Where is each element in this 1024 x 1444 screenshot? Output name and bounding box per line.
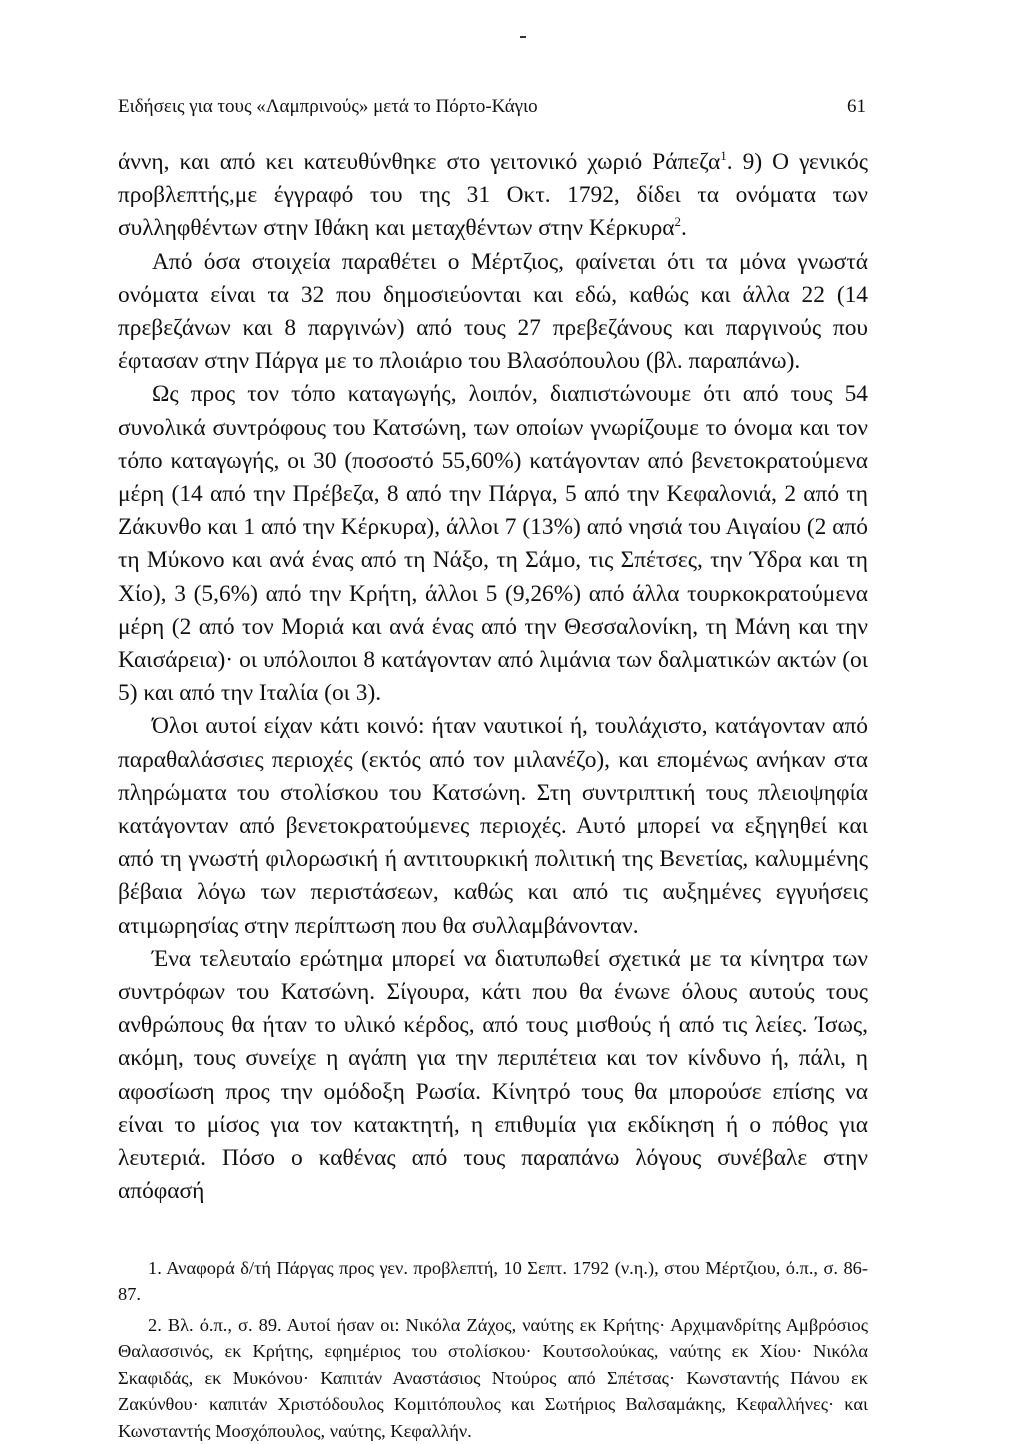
scan-mark — [520, 36, 526, 38]
running-title: Ειδήσεις για τους «Λαμπρινούς» μετά το Πόρτο-Κάγιο — [118, 96, 538, 118]
paragraph-5: Ένα τελευταίο ερώτημα μπορεί να διατυπωθεί σχετικά με τα κίνητρα των συντρόφων του Κατσώνη. Σίγουρα, κάτι που θα ένωνε όλους αυτούς τους ανθρώπους θα ήταν το υλικό κέρδος, από τους μισθούς ή από τις λείες. Ίσως, ακόμη, τους συνείχε η αγάπη για την περιπέτεια και τον κίνδυνο ή, πάλι, η αφοσίωση προς την ομόδοξη Ρωσία. Κίνητρό τους θα μπορούσε επίσης να είναι το μίσος για τον κατακτητή, η επιθυμία για εκδίκηση ή ο πόθος για λευτεριά. Πόσο ο καθένας από τους παραπάνω λόγους συνέβαλε στην απόφασή — [118, 943, 868, 1209]
paragraph-1-text: άννη, και από κει κατευθύνθηκε στο γειτονικό χωριό Ράπεζα — [118, 149, 720, 175]
page-number: 61 — [847, 96, 868, 118]
footnotes — [118, 1255, 868, 1444]
main-text — [118, 146, 868, 1209]
footnote-2: 2. Βλ. ό.π., σ. 89. Αυτοί ήσαν οι: Νικόλα Ζάχος, ναύτης εκ Κρήτης· Αρχιμανδρίτης Αμβρόσιος Θαλασσινός, εκ Κρήτης, εφημέριος του στολίσκου· Κουτσολούκας, ναύτης εκ Χίου· Νικόλα Σκαφιδάς, εκ Μυκόνου· Καπιτάν Αναστάσιος Ντούρος από Σπέτσας· Κωνσταντής Πάνου εκ Ζακύνθου· καπιτάν Χριστόδουλος Κομιτόπουλος και Σωτήριος Βαλσαμάκης, Κεφαλλήνες· και Κωνσταντής Μοσχόπουλος, ναύτης, Κεφαλλήν. — [118, 1312, 868, 1444]
footnote-1: 1. Αναφορά δ/τή Πάργας προς γεν. προβλεπτή, 10 Σεπτ. 1792 (ν.η.), στου Μέρτζιου, ό.π., σ. 86-87. — [118, 1255, 868, 1308]
paragraph-1 — [118, 146, 868, 246]
paragraph-1-text-3: . — [681, 215, 687, 241]
book-page — [118, 96, 868, 1444]
paragraph-2: Από όσα στοιχεία παραθέτει ο Μέρτζιος, φαίνεται ότι τα μόνα γνωστά ονόματα είναι τα 32 που δημοσιεύονται και εδώ, καθώς και άλλα 22 (14 πρεβεζάνων και 8 παργινών) από τους 27 πρεβεζάνους και παργινούς που έφτασαν στην Πάργα με το πλοιάριο του Βλασόπουλου (βλ. παραπάνω). — [118, 246, 868, 379]
footnote-ref-1: 1 — [720, 148, 727, 163]
footnote-ref-2: 2 — [675, 215, 682, 230]
paragraph-4: Όλοι αυτοί είχαν κάτι κοινό: ήταν ναυτικοί ή, τουλάχιστο, κατάγονταν από παραθαλάσσιες περιοχές (εκτός από τον μιλανέζο), και επομένως ανήκαν στα πληρώματα του στολίσκου του Κατσώνη. Στη συντριπτική τους πλειοψηφία κατάγονταν από βενετοκρατούμενες περιοχές. Αυτό μπορεί να εξηγηθεί και από τη γνωστή φιλορωσική ή αντιτουρκική πολιτική της Βενετίας, καλυμμένης βέβαια λόγω των περιστάσεων, καθώς και από τις αυξημένες εγγυήσεις ατιμωρησίας στην περίπτωση που θα συλλαμβάνονταν. — [118, 710, 868, 942]
paragraph-3: Ως προς τον τόπο καταγωγής, λοιπόν, διαπιστώνουμε ότι από τους 54 συνολικά συντρόφους του Κατσώνη, των οποίων γνωρίζουμε το όνομα και τον τόπο καταγωγής, οι 30 (ποσοστό 55,60%) κατάγονταν από βενετοκρατούμενα μέρη (14 από την Πρέβεζα, 8 από την Πάργα, 5 από την Κεφαλονιά, 2 από τη Ζάκυνθο και 1 από την Κέρκυρα), άλλοι 7 (13%) από νησιά του Αιγαίου (2 από τη Μύκονο και ανά ένας από τη Νάξο, τη Σάμο, τις Σπέτσες, την Ύδρα και τη Χίο), 3 (5,6%) από την Κρήτη, άλλοι 5 (9,26%) από άλλα τουρκοκρατούμενα μέρη (2 από τον Μοριά και ανά ένας από την Θεσσαλονίκη, τη Μάνη και την Καισάρεια)· οι υπόλοιποι 8 κατάγονταν από λιμάνια των δαλματικών ακτών (οι 5) και από την Ιταλία (οι 3). — [118, 378, 868, 710]
paragraph-1-text-2: . 9) Ο γενικός προβλεπτής,με έγγραφό του της 31 Οκτ. 1792, δίδει τα ονόματα των συλληφθέντων στην Ιθάκη και μεταχθέντων στην Κέρκυρα — [118, 149, 868, 241]
running-header — [118, 96, 868, 118]
